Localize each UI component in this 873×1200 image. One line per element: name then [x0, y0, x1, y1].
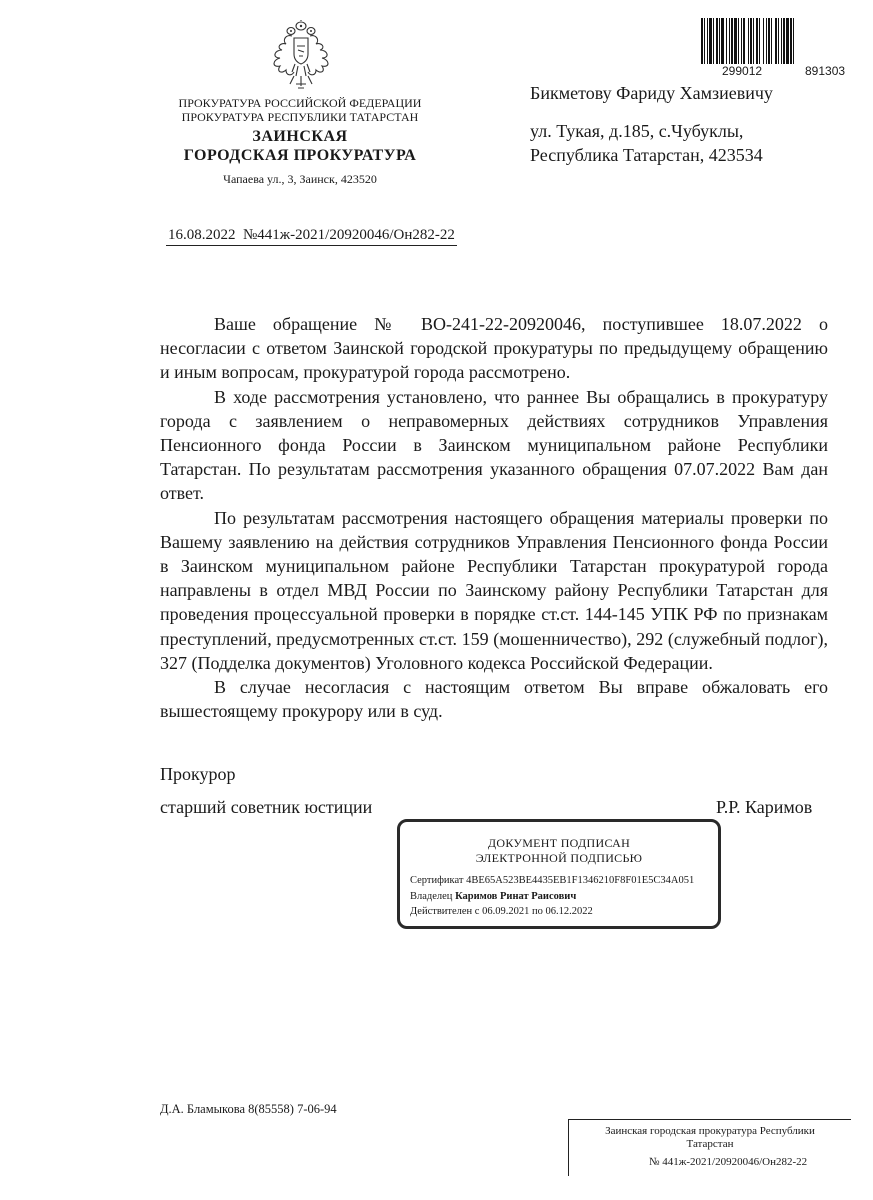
- barcode-bar: [766, 18, 767, 64]
- stamp-certificate-value: 4BE65A523BE4435EB1F1346210F8F01E5C34A051: [466, 875, 695, 886]
- barcode-bar: [771, 18, 772, 64]
- barcode-bar: [753, 18, 754, 64]
- barcode-bar: [793, 18, 794, 64]
- barcode-bar: [731, 18, 733, 64]
- barcode-bar: [719, 18, 720, 64]
- barcode-bar: [716, 18, 718, 64]
- barcode-bar: [726, 18, 727, 64]
- stamp-valid-from: 06.09.2021: [482, 906, 530, 917]
- stamp-heading-1: ДОКУМЕНТ ПОДПИСАН: [487, 836, 631, 850]
- barcode-bar: [768, 18, 770, 64]
- footer-box-line-1: Заинская городская прокуратура Республики: [605, 1125, 815, 1137]
- barcode-bar: [775, 18, 777, 64]
- stamp-certificate: [410, 875, 694, 886]
- barcode-bar: [709, 18, 712, 64]
- barcode-bar: [781, 18, 782, 64]
- barcode-number-left: 299012: [722, 64, 763, 78]
- barcode-bar: [721, 18, 724, 64]
- recipient-address-line-2: Республика Татарстан, 423534: [530, 145, 763, 165]
- stamp-owner: [410, 891, 576, 902]
- org-name-line-1: ЗАИНСКАЯ: [252, 128, 348, 145]
- org-name-line-2: ГОРОДСКАЯ ПРОКУРАТУРА: [183, 147, 417, 164]
- signer-name: Р.Р. Каримов: [716, 797, 813, 817]
- barcode-bar: [738, 18, 739, 64]
- stamp-owner-label: Владелец: [410, 891, 453, 902]
- org-address: Чапаева ул., 3, Заинск, 423520: [223, 172, 377, 186]
- barcode-bar: [763, 18, 764, 64]
- body-paragraph: По результатам рассмотрения настоящего обращения материалы проверки по Вашему заявлению на действия сотрудников Управления Пенсионного фонда России в Заинском муниципальном районе Республики Татарстан прокуратурой города направлены в отдел МВД России по Заинскому району Республики Татарстан для проведения процессуальной проверки в порядке ст.ст. 144-145 УПК РФ по признакам преступлений, предусмотренных ст.ст. 159 (мошенничество), 292 (служебный подлог), 327 (Подделка документов) Уголовного кодекса Российской Федерации.: [160, 507, 828, 673]
- signer-title: Прокурор: [160, 764, 236, 784]
- barcode-bar: [734, 18, 737, 64]
- barcode-bar: [786, 18, 789, 64]
- recipient-address-line-1: ул. Тукая, д.185, с.Чубуклы,: [530, 121, 744, 141]
- stamp-valid-label: Действителен: [410, 906, 473, 917]
- barcode-bar: [790, 18, 792, 64]
- stamp-owner-value: Каримов Ринат Раисович: [455, 891, 577, 902]
- coat-of-arms-emblem: [262, 20, 340, 92]
- registration-number: №441ж-2021/20920046/Он282-22: [243, 227, 455, 243]
- registration-line: [166, 227, 457, 246]
- body-paragraph: В ходе рассмотрения установлено, что раннее Вы обращались в прокуратуру города с заявлением о неправомерных действиях сотрудников Управления Пенсионного фонда России в Заинском муниципальном районе Республики Татарстан. По результатам рассмотрения указанного обращения 07.07.2022 Вам дан ответ.: [160, 386, 828, 504]
- stamp-heading-2: ЭЛЕКТРОННОЙ ПОДПИСЬЮ: [475, 851, 643, 865]
- executor-contact: Д.А. Бламыкова 8(85558) 7-06-94: [160, 1102, 337, 1116]
- footer-box-number: № 441ж-2021/20920046/Он282-22: [649, 1156, 808, 1168]
- barcode-bar: [704, 18, 705, 64]
- barcode-bar: [707, 18, 708, 64]
- barcode-bar: [748, 18, 749, 64]
- org-line-1: ПРОКУРАТУРА РОССИЙСКОЙ ФЕДЕРАЦИИ: [178, 96, 422, 110]
- signer-rank: старший советник юстиции: [160, 797, 373, 817]
- stamp-valid-to: 06.12.2022: [545, 906, 593, 917]
- body-paragraph: Ваше обращение № ВО-241-22-20920046, поступившее 18.07.2022 о несогласии с ответом Заинской городской прокуратуры по предыдущему обращению и иным вопросам, прокуратурой города рассмотрено.: [160, 314, 828, 383]
- barcode-bar: [759, 18, 760, 64]
- stamp-validity: [410, 906, 593, 917]
- barcode-bar: [701, 18, 703, 64]
- barcode-bar: [729, 18, 730, 64]
- barcode-bar: [756, 18, 758, 64]
- org-line-2: ПРОКУРАТУРА РЕСПУБЛИКИ ТАТАРСТАН: [181, 110, 419, 124]
- stamp-valid-from-prefix: с: [474, 906, 480, 917]
- footer-box-line-2: Татарстан: [686, 1138, 734, 1150]
- stamp-valid-to-prefix: по: [531, 906, 543, 917]
- barcode-bar: [713, 18, 714, 64]
- barcode-bar: [750, 18, 752, 64]
- body-paragraph: В случае несогласия с настоящим ответом Вы вправе обжаловать его вышестоящему прокурору или в суд.: [160, 677, 828, 722]
- barcode: [700, 18, 865, 68]
- letter-body: [160, 312, 828, 723]
- registration-date: 16.08.2022: [168, 227, 236, 243]
- recipient-name: Бикметову Фариду Хамзиевичу: [530, 83, 773, 103]
- barcode-number-right: 891303: [805, 64, 846, 78]
- stamp-certificate-label: Сертификат: [410, 875, 464, 886]
- electronic-signature-stamp: [397, 819, 721, 929]
- barcode-bar: [741, 18, 742, 64]
- registration-stamp-box: [568, 1119, 851, 1176]
- barcode-bar: [778, 18, 779, 64]
- barcode-bar: [783, 18, 785, 64]
- barcode-bar: [743, 18, 745, 64]
